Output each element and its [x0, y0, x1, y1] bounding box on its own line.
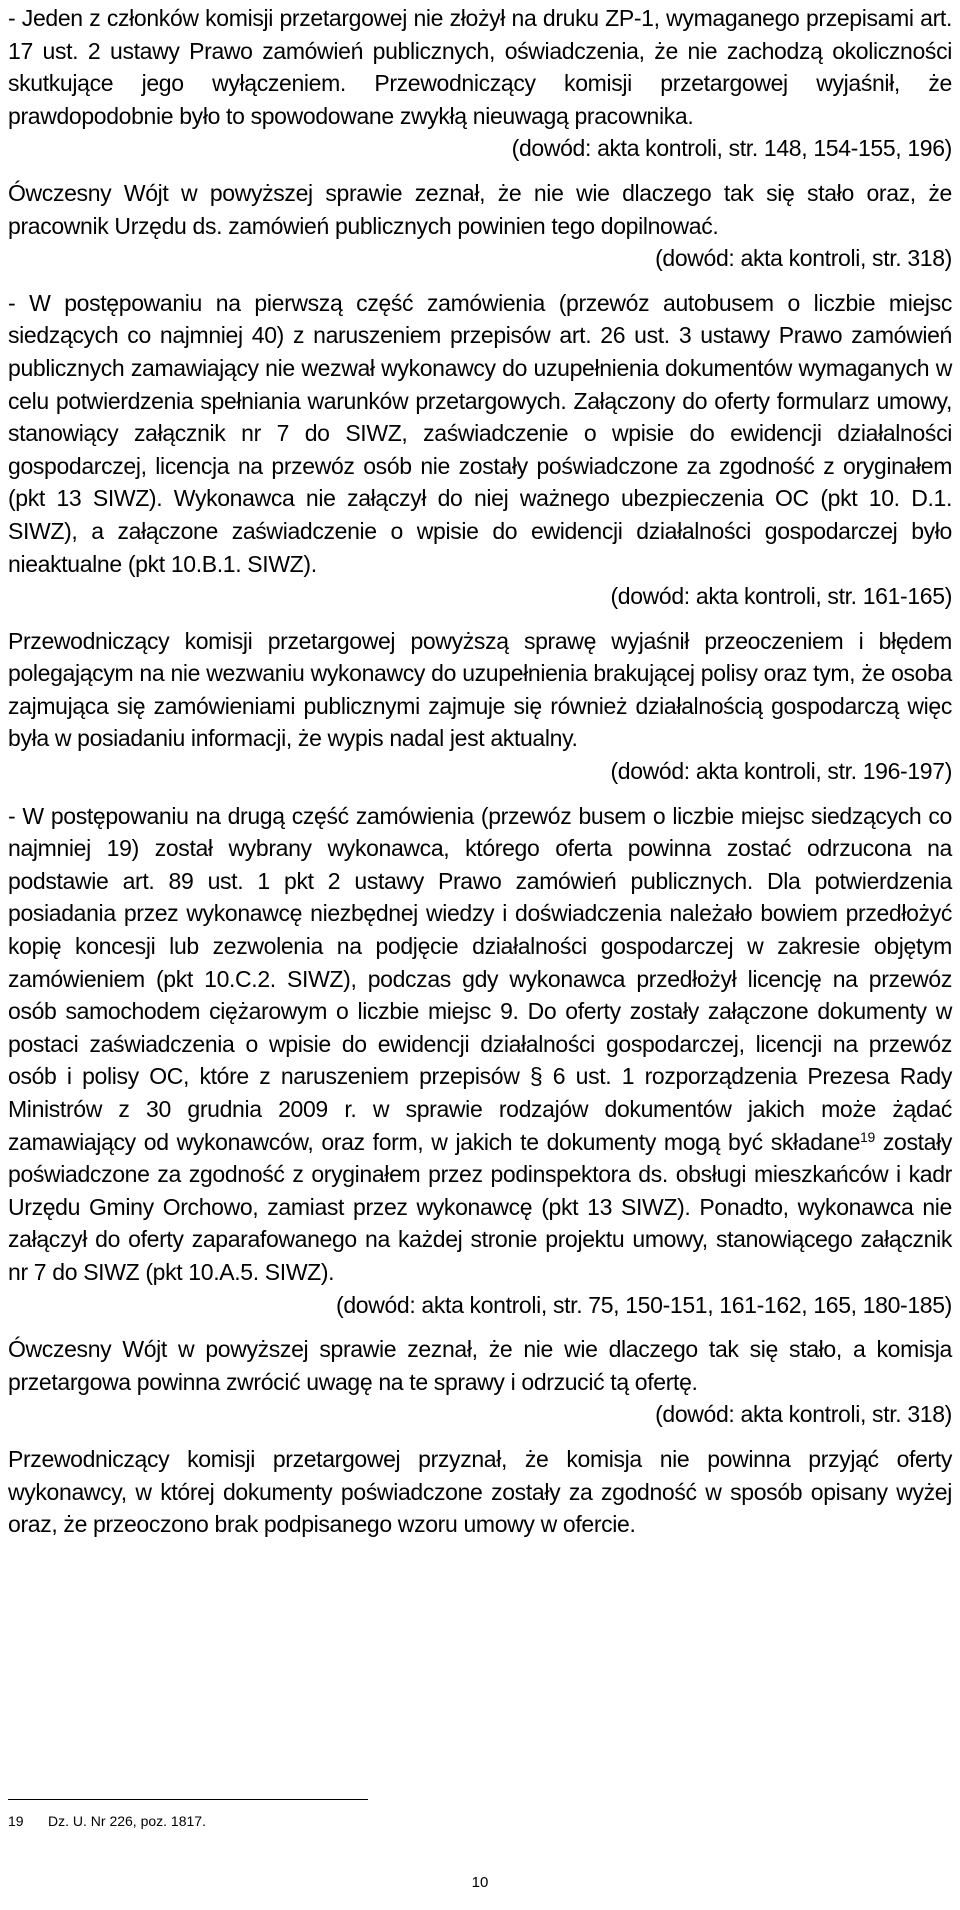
page-number: 10 — [471, 1874, 489, 1891]
footnote — [8, 1812, 206, 1830]
paragraph-mayor-testimony: Ówczesny Wójt w powyższej sprawie zeznał, że nie wie dlaczego tak się stało oraz, że pracownik Urzędu ds. zamówień publicznych powinien tego dopilnować. — [8, 179, 952, 239]
evidence-reference: (dowód: akta kontroli, str. 196-197) — [610, 758, 952, 785]
evidence-reference: (dowód: akta kontroli, str. 75, 150-151, 161-162, 165, 180-185) — [336, 1291, 952, 1318]
footnote-text: Dz. U. Nr 226, poz. 1817. — [48, 1813, 206, 1829]
document-body — [8, 2, 952, 1541]
paragraph-text: zostały poświadczone za zgodność z oryginałem przez podinspektora ds. obsługi mieszkańców i kadr Urzędu Gminy Orchowo, zamiast przez wykonawcę (pkt 13 SIWZ). Ponadto, wykonawca nie załączył do oferty zaparafowanego na każdej stronie projektu umowy, stanowiącego załącznik nr 7 do SIWZ (pkt 10.A.5. SIWZ). — [8, 1128, 952, 1285]
paragraph-text: - W postępowaniu na drugą część zamówienia (przewóz busem o liczbie miejsc siedzących co najmniej 19) został wybrany wykonawca, którego oferta powinna zostać odrzucona na podstawie art. 89 ust. 1 pkt 2 ustawy Prawo zamówień publicznych. Dla potwierdzenia posiadania przez wykonawcę niezbędnej wiedzy i doświadczenia należało bowiem przedłożyć kopię koncesji lub zezwolenia na podjęcie działalności gospodarczej w zakresie objętym zamówieniem (pkt 10.C.2. SIWZ), podczas gdy wykonawca przedłożył licencję na przewóz osób samochodem ciężarowym o liczbie miejsc 9. Do oferty zostały załączone dokumenty w postaci zaświadczenia o wpisie do ewidencji działalności gospodarczej, licencji na przewóz osób i polisy OC, które z naruszeniem przepisów § 6 ust. 1 rozporządzenia Prezesa Rady Ministrów z 30 grudnia 2009 r. w sprawie rodzajów dokumentów jakich może żądać zamawiający od wykonawców, oraz form, w jakich te dokumenty mogą być składane — [8, 802, 952, 1155]
footnote-separator — [8, 1799, 368, 1800]
paragraph-chairman-admission: Przewodniczący komisji przetargowej przyznał, że komisja nie powinna przyjąć oferty wykonawcy, w której dokumenty poświadczone zostały za zgodność w sposób opisany wyżej oraz, że przeoczono brak podpisanego wzoru umowy w ofercie. — [8, 1445, 952, 1538]
paragraph-committee-member: - Jeden z członków komisji przetargowej nie złożył na druku ZP-1, wymaganego przepisami art. 17 ust. 2 ustawy Prawo zamówień publicznych, oświadczenia, że nie zachodzą okoliczności skutkujące jego wyłączeniem. Przewodniczący komisji przetargowej wyjaśnił, że prawdopodobnie było to spowodowane zwykłą nieuwagą pracownika. — [8, 5, 952, 129]
paragraph-mayor-testimony-2: Ówczesny Wójt w powyższej sprawie zeznał, że nie wie dlaczego tak się stało, a komisja przetargowa powinna zwrócić uwagę na te sprawy i odrzucić tą ofertę. — [8, 1336, 952, 1395]
evidence-reference: (dowód: akta kontroli, str. 318) — [655, 245, 952, 272]
footnote-number: 19 — [8, 1813, 24, 1829]
document-page — [8, 0, 952, 1910]
evidence-reference: (dowód: akta kontroli, str. 318) — [655, 1401, 952, 1428]
evidence-reference: (dowód: akta kontroli, str. 148, 154-155, 196) — [511, 135, 952, 162]
footnote-reference[interactable]: 19 — [860, 1128, 875, 1145]
paragraph-second-part-procedure — [8, 800, 952, 1289]
evidence-reference: (dowód: akta kontroli, str. 161-165) — [610, 583, 952, 610]
paragraph-chairman-explanation: Przewodniczący komisji przetargowej powyższą sprawę wyjaśnił przeoczeniem i błędem polegającym na nie wezwaniu wykonawcy do uzupełnienia brakującej polisy oraz tym, że osoba zajmująca się zamówieniami publicznymi zajmuje się również działalnością gospodarczą więc była w posiadaniu informacji, że wypis nadal jest aktualny. — [8, 627, 952, 752]
paragraph-first-part-procedure: - W postępowaniu na pierwszą część zamówienia (przewóz autobusem o liczbie miejsc siedzących co najmniej 40) z naruszeniem przepisów art. 26 ust. 3 ustawy Prawo zamówień publicznych zamawiający nie wezwał wykonawcy do uzupełnienia dokumentów wymaganych w celu potwierdzenia spełniania warunków przetargowych. Załączony do oferty formularz umowy, stanowiący załącznik nr 7 do SIWZ, zaświadczenie o wpisie do ewidencji działalności gospodarczej, licencja na przewóz osób nie zostały poświadczone za zgodność z oryginałem (pkt 13 SIWZ). Wykonawca nie załączył do niej ważnego ubezpieczenia OC (pkt 10. D.1. SIWZ), a załączone zaświadczenie o wpisie do ewidencji działalności gospodarczej było nieaktualne (pkt 10.B.1. SIWZ). — [8, 289, 952, 577]
